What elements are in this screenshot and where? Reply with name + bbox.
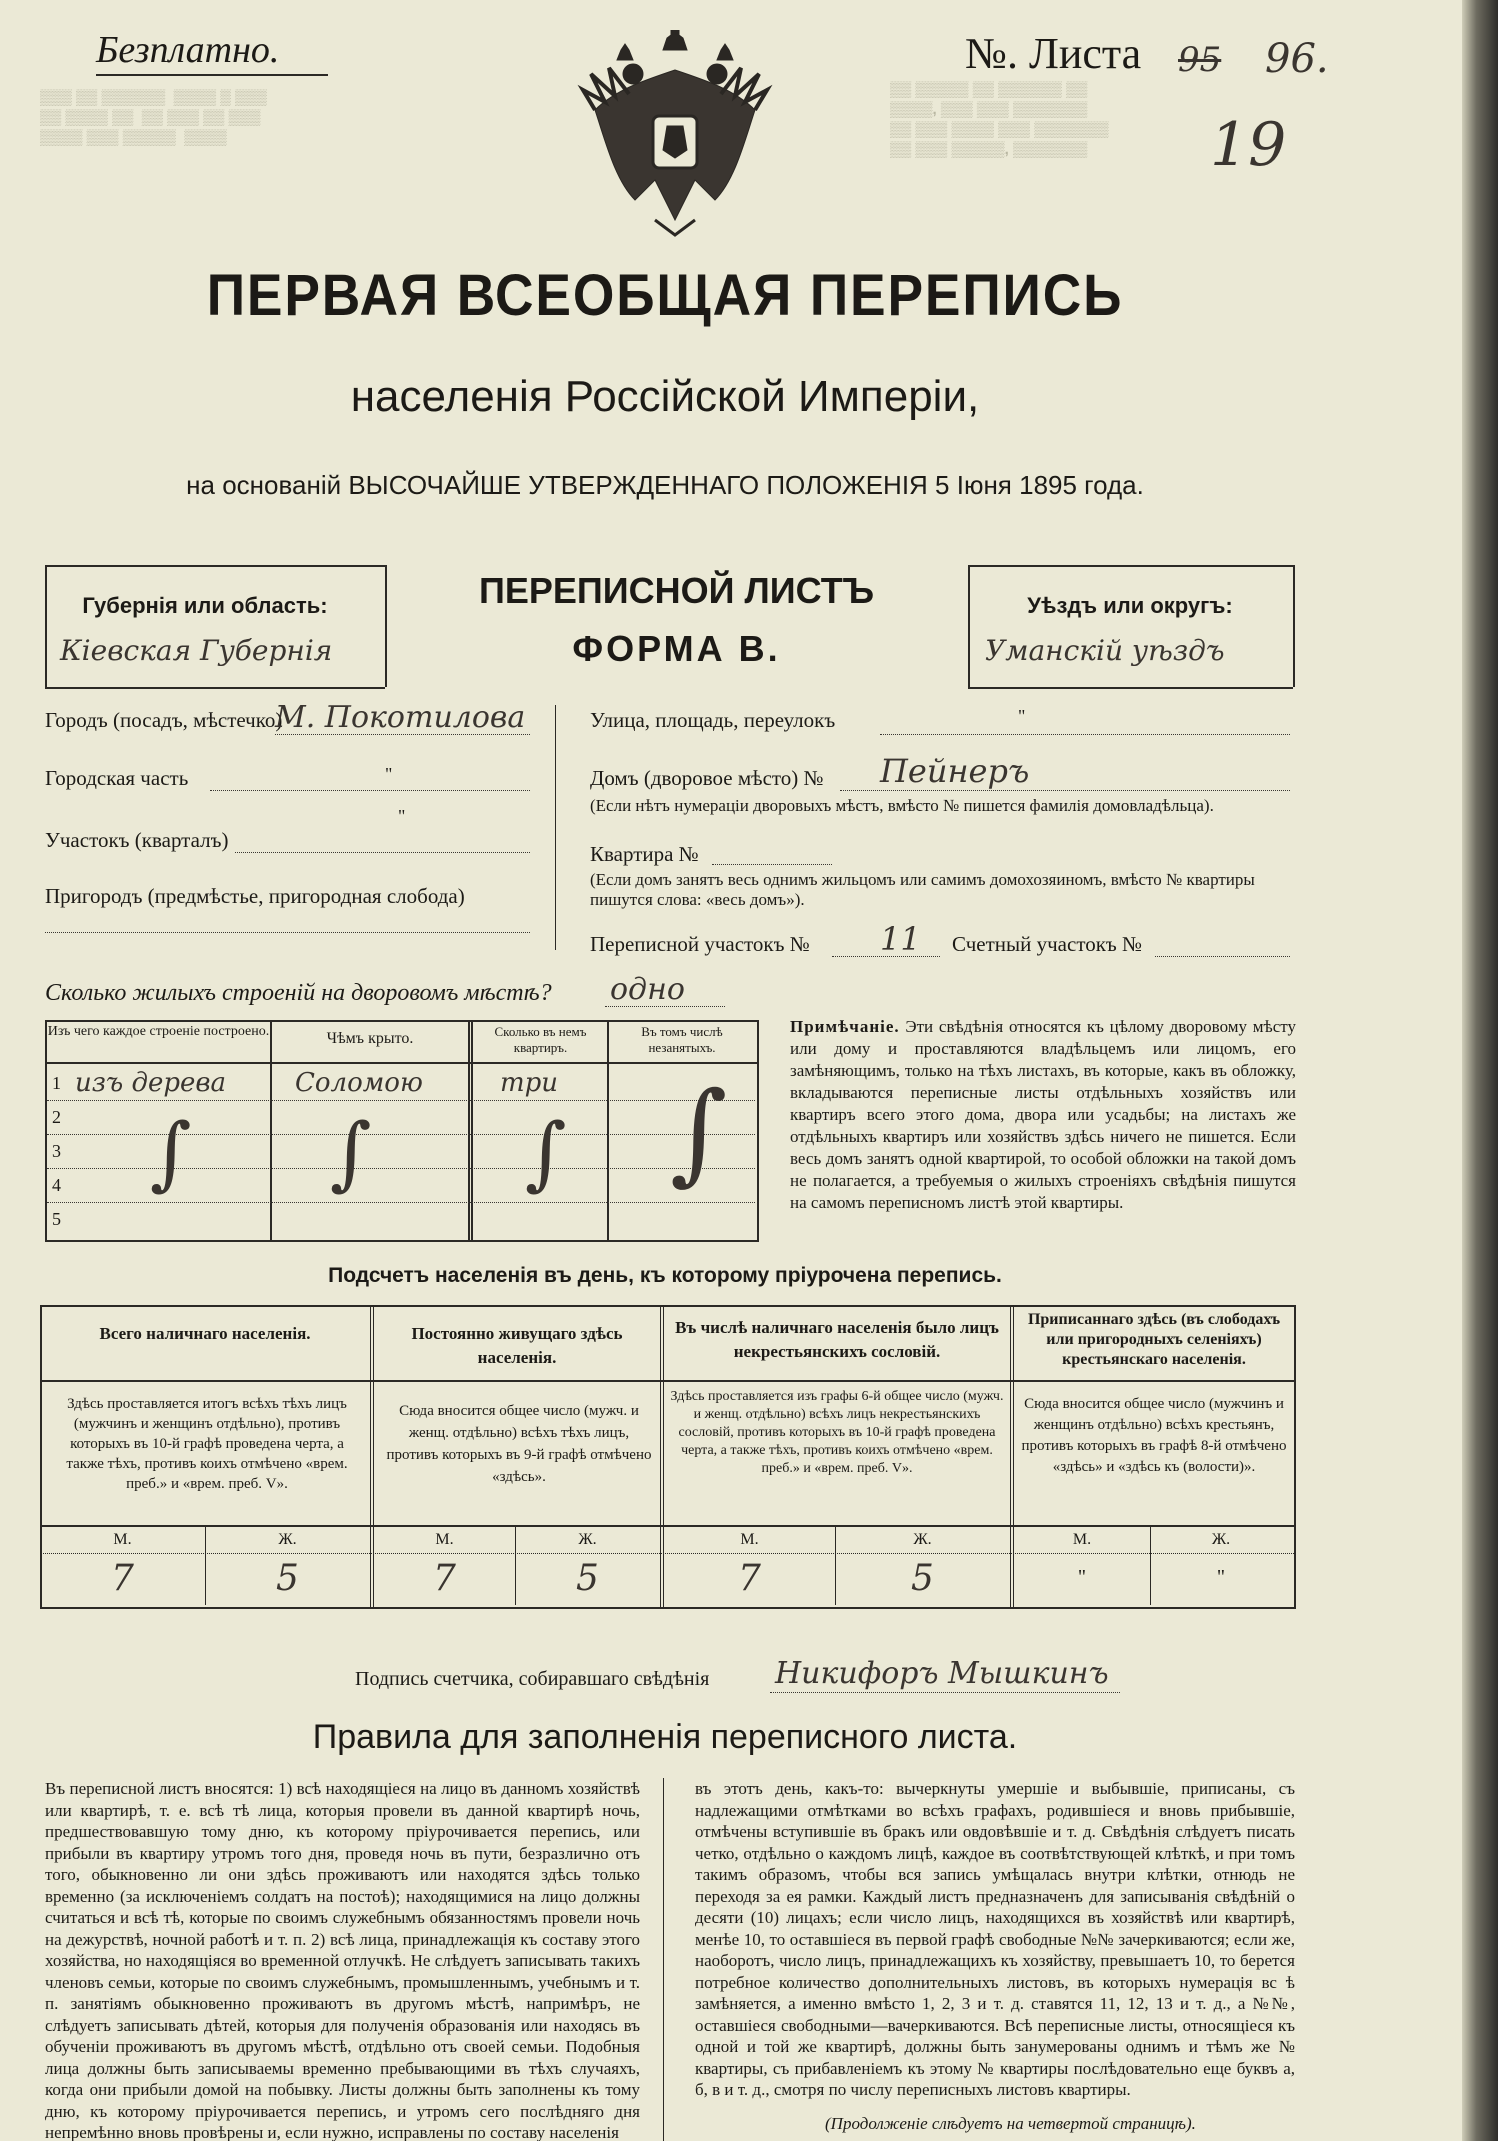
- house-line: [840, 790, 1290, 791]
- count-desc-line: [40, 1525, 1296, 1527]
- count-peasant-f: ": [1216, 1566, 1226, 1588]
- ditto-mark: ∫: [330, 1106, 372, 1199]
- count-head-nonpeasant: Въ числѣ наличнаго населенія было лицъ некрестьянскихъ сословій.: [675, 1318, 999, 1361]
- count-permanent-f: 5: [576, 1558, 599, 1599]
- city-part-label: Городская часть: [45, 766, 189, 790]
- row1-apartments: три: [500, 1068, 559, 1098]
- row-number: 1: [52, 1073, 61, 1093]
- street-line: [880, 734, 1290, 735]
- buildings-col-sep: [270, 1020, 272, 1242]
- count-head-total: Всего наличнаго населенія.: [99, 1324, 311, 1343]
- rules-continued: (Продолженіе слѣдуетъ на четвертой страницѣ).: [825, 2114, 1196, 2133]
- main-title: ПЕРВАЯ ВСЕОБЩАЯ ПЕРЕПИСЬ: [206, 263, 1124, 328]
- ditto-mark: ∫: [670, 1068, 728, 1196]
- sheet-number-value: 96.: [1265, 36, 1329, 82]
- count-col-sep: [1010, 1305, 1014, 1609]
- city-label: Городъ (посадъ, мѣстечко): [45, 708, 283, 732]
- header-box-bottom-right: [968, 687, 1293, 689]
- row-line: [47, 1100, 755, 1101]
- form-title: ПЕРЕПИСНОЙ ЛИСТЪ: [478, 570, 875, 611]
- count-head-permanent: Постоянно живущаго здѣсь населенія.: [411, 1324, 623, 1367]
- row1-material: изъ дерева: [75, 1068, 227, 1098]
- district-label: Участокъ (кварталъ): [45, 828, 229, 852]
- row-number: 3: [52, 1141, 61, 1161]
- city-line: [275, 734, 530, 735]
- guberniya-label: Губернія или область:: [82, 593, 328, 618]
- count-area-label: Счетный участокъ №: [952, 932, 1143, 956]
- count-total-f: 5: [276, 1558, 299, 1599]
- bleed-through-text: ▒▒▒ ▒▒ ▒▒▒▒▒▒ ▒▒▒▒ ▒ ▒▒▒ ▒▒ ▒▒▒▒ ▒▒ ▒▒ ▒▒▒ ▒▒ ▒▒▒ ▒▒▒▒ ▒▒▒ ▒▒▒▒▒ ▒▒▒▒: [40, 89, 267, 146]
- apartment-line: [712, 864, 832, 865]
- sheet-number-struck: 95: [1178, 40, 1222, 80]
- count-m-label: М.: [1072, 1531, 1092, 1548]
- count-desc-peasant: Сюда вносится общее число (мужчинъ и женщинъ отдѣльно) всѣхъ крестьянъ, противъ которыхъ въ графѣ 8-й отмѣчено «здѣсь» и «здѣсь къ (волости)».: [1021, 1396, 1287, 1475]
- house-note: (Если нѣтъ нумераціи дворовыхъ мѣстъ, вмѣсто № пишется фамилія домовладѣльца).: [590, 796, 1214, 815]
- count-f-label: Ж.: [1211, 1531, 1231, 1548]
- note-label: Примѣчаніе.: [790, 1017, 900, 1036]
- count-desc-total: Здѣсь проставляется итогъ всѣхъ тѣхъ лицъ (мужчинъ и женщинъ отдѣльно), противъ которыхъ въ 10-й графѣ проведена черта, а также тѣхъ, противъ коихъ отмѣчено «врем. преб.» и «врем. преб. V».: [66, 1396, 348, 1492]
- house-value: Пейнеръ: [880, 752, 1030, 790]
- ditto-mark: ∫: [525, 1106, 567, 1199]
- address-divider: [555, 705, 556, 950]
- city-part-value: ": [385, 764, 393, 784]
- buildings-header-line: [45, 1062, 759, 1064]
- count-m-label: М.: [113, 1531, 132, 1548]
- city-part-line: [210, 790, 530, 791]
- note-text: Эти свѣдѣнія относятся къ цѣлому дворовому мѣсту или дому и проставляются владѣльцемъ или лицомъ, его замѣняющимъ, только на тѣхъ листахъ, въ которые, какъ въ обложку, вкладываются переписные листы отдѣльныхъ хозяйствъ или квартиръ всего этого дома, двора или усадьбы; на листахъ же отдѣльныхъ квартиръ или хозяйствъ здѣсь ничего не пишется. Если весь домъ занятъ одной квартирой, то особой обложки на такой домъ не полагается, а требуемыя о жилыхъ строеніяхъ свѣдѣнія пишутся на самомъ переписномъ листѣ этой квартиры.: [790, 1017, 1296, 1212]
- count-f-label: Ж.: [913, 1531, 932, 1548]
- district-value: ": [398, 806, 406, 826]
- header-box-divider-right: [968, 565, 970, 687]
- count-m-label: М.: [740, 1531, 759, 1548]
- rules-divider: [663, 1778, 664, 2141]
- street-label: Улица, площадь, переулокъ: [590, 708, 836, 732]
- count-m-label: М.: [435, 1531, 454, 1548]
- count-nonpeasant-f: 5: [911, 1558, 934, 1599]
- buildings-answer: одно: [610, 972, 685, 1007]
- ditto-mark: ∫: [150, 1106, 192, 1199]
- uezd-value: Уманскій уѣздъ: [985, 634, 1225, 667]
- count-head-peasant: Приписаннаго здѣсь (въ слободахъ или пригородныхъ селеніяхъ) крестьянскаго населенія.: [1027, 1311, 1281, 1368]
- row-numbers: [52, 1066, 61, 1236]
- signature-label: Подпись счетчика, собиравшаго свѣдѣнія: [355, 1668, 710, 1690]
- bleed-through-text: ▒▒ ▒▒▒▒▒ ▒▒ ▒▒▒▒▒▒ ▒▒ ▒▒▒▒, ▒▒▒ ▒▒▒ ▒▒▒▒▒▒▒ ▒▒ ▒▒▒ ▒▒▒▒ ▒▒▒ ▒▒▒▒▒▒▒ ▒▒ ▒▒▒ ▒▒▒▒▒, ▒▒▒▒▒▒▒: [890, 81, 1109, 158]
- free-label-underline: [96, 74, 328, 76]
- count-desc-permanent: Сюда вносится общее число (мужч. и женщ. отдѣльно) всѣхъ тѣхъ лицъ, противъ которыхъ въ 9-й графѣ отмѣчено «здѣсь».: [386, 1403, 652, 1485]
- sheet-number-extra: 19: [1210, 110, 1287, 180]
- census-area-value: 11: [880, 920, 921, 958]
- census-area-label: Переписной участокъ №: [590, 932, 810, 956]
- header-box-right-edge: [1293, 565, 1295, 687]
- col-roof: Чѣмъ крыто.: [326, 1030, 414, 1047]
- rules-left-column: Въ переписной листъ вносятся: 1) всѣ находящіеся на лицо въ данномъ хозяйствѣ или квартирѣ, т. е. всѣ тѣ лица, которыя провели въ данной квартирѣ ночь, предшествовавшую тому дню, къ которому пріурочивается перепись, или прибыли въ квартиру утромъ того дня, проведя ночь въ пути, безразлично отъ того, обыкновенно ли они здѣсь проживаютъ или находятся здѣсь только временно (за исключеніемъ солдатъ на постоѣ); находящимися на лицо должны считаться и всѣ тѣ, которые по своимъ служебнымъ обязанностямъ провели ночь на дежурствѣ, ночной работѣ и т. п. 2) всѣ лица, принадлежащія къ составу этого хозяйства, но находящіяся во временной отлучкѣ. Не слѣдуетъ записывать такихъ членовъ семьи, которые по своимъ служебнымъ, промышленнымъ, учебнымъ и т. п. занятіямъ обыкновенно проживаютъ въ другомъ мѣстѣ, напримѣръ, не слѣдуетъ записывать дѣтей, которыя для полученія образованія или находясь въ обученіи проживаютъ въ другомъ мѣстѣ, отдѣльно отъ своей семьи. Подобныя лица должны быть записываемы временно пребывающими въ тѣхъ случаяхъ, когда они прибыли домой на побывку. Листы должны быть заполнены къ тому дню, къ которому пріурочивается перепись, и утромъ сего послѣдняго дня непремѣнно вновь провѣрены и, если нужно, исправлены по составу населенія: [45, 1779, 640, 2141]
- district-line: [235, 852, 530, 853]
- count-total-m: 7: [111, 1558, 134, 1599]
- apartment-label: Квартира №: [590, 842, 699, 866]
- col-apartments: Сколько въ немъ квартиръ.: [494, 1024, 587, 1055]
- count-permanent-m: 7: [433, 1558, 456, 1599]
- rules-title: Правила для заполненія переписного листа.: [312, 1718, 1018, 1756]
- free-label: Безплатно.: [96, 29, 280, 71]
- subtitle: населенія Россійской Имперіи,: [350, 372, 980, 421]
- page-edge-shadow: [1462, 0, 1498, 2141]
- signature-value: Никифоръ Мышкинъ: [775, 1656, 1109, 1691]
- header-box-left-edge: [45, 565, 47, 687]
- count-desc-nonpeasant: Здѣсь проставляется изъ графы 6-й общее число (мужч. и женщ. отдѣльно) всѣхъ лицъ некрестьянскихъ сословій, противъ которыхъ въ 10-й графѣ проведена черта, а также тѣхъ, противъ коихъ отмѣчено «врем. преб.» и «врем. преб. V».: [670, 1389, 1004, 1476]
- basis-line: на основаній ВЫСОЧАЙШЕ УТВЕРЖДЕННАГО ПОЛОЖЕНІЯ 5 Іюня 1895 года.: [186, 470, 1144, 500]
- count-mf-line: [40, 1553, 1296, 1554]
- guberniya-value: Кіевская Губернія: [60, 634, 333, 667]
- row-number: 5: [52, 1209, 61, 1229]
- header-box-top-right: [968, 565, 1293, 567]
- city-value: М. Покотилова: [275, 700, 526, 735]
- count-peasant-m: ": [1077, 1566, 1087, 1588]
- row-number: 2: [52, 1107, 61, 1127]
- header-box-bottom-left: [45, 687, 385, 689]
- rules-right-column: въ этотъ день, какъ-то: вычеркнуты умершіе и выбывшіе, приписаны, съ надлежащими отмѣтками во всѣхъ графахъ, родившіеся и вновь прибывшіе, отмѣчены вступившіе въ бракъ или овдовѣвшіе и т. д. Свѣдѣнія слѣдуетъ писать четко, отдѣльно о каждомъ лицѣ, каждое въ соотвѣтствующей клѣткѣ, и при томъ такимъ образомъ, чтобы вся запись умѣщалась внутри клѣтки, отнюдь не переходя за ея рамки. Каждый листъ предназначенъ для записыванія свѣдѣній о десяти (10) лицахъ; если число лицъ, находящихся въ хозяйствѣ или квартирѣ, менѣе 10, то оставшіеся въ первой графѣ свободные №№ зачеркиваются; если же, наоборотъ, число лицъ, принадлежащихъ къ хозяйству, превышаетъ 10, то берется потребное количество дополнительныхъ листовъ, въ которыхъ нумерація вс ѣ замѣняется, а именно вмѣсто 1, 2, 3 и т. д. ставятся 11, 12, 13 и т. д., а №№, оставшіеся свободными—вачеркиваются. Всѣ переписные листы, относящіеся къ одной и той же квартирѣ, должны быть занумерованы однимъ и тѣмъ же № квартиры, съ прибавленіемъ къ этому № квартиры послѣдовательно еще буквъ а, б, в и т. д., смотря по числу переписныхъ листовъ квартиры.: [695, 1779, 1295, 2099]
- suburb-label: Пригородъ (предмѣстье, пригородная слобода): [45, 884, 465, 908]
- count-nonpeasant-m: 7: [738, 1558, 761, 1599]
- row-number: 4: [52, 1175, 61, 1195]
- street-value: ": [1018, 706, 1026, 726]
- row1-roof: Соломою: [295, 1068, 423, 1098]
- buildings-answer-line: [605, 1006, 725, 1007]
- buildings-question: Сколько жилыхъ строеній на дворовомъ мѣстѣ?: [45, 980, 552, 1006]
- count-f-label: Ж.: [578, 1531, 597, 1548]
- note-block: [790, 1016, 1296, 1214]
- imperial-eagle-emblem: [575, 30, 775, 240]
- house-label: Домъ (дворовое мѣсто) №: [590, 766, 824, 790]
- count-head-line: [40, 1380, 1296, 1382]
- sheet-number-label: №. Листа: [965, 29, 1142, 78]
- col-material: Изъ чего каждое строеніе построено.: [47, 1024, 270, 1039]
- apartment-note: (Если домъ занятъ весь однимъ жильцомъ или самимъ домохозяиномъ, вмѣсто № квартиры пишутся слова: «весь домъ»).: [590, 870, 1255, 909]
- suburb-line: [45, 932, 530, 933]
- uezd-label: Уѣздъ или округъ:: [1027, 593, 1233, 618]
- buildings-col-sep: [468, 1020, 473, 1242]
- count-title: Подсчетъ населенія въ день, къ которому пріурочена перепись.: [328, 1264, 1002, 1287]
- header-box-top-left: [45, 565, 385, 567]
- signature-line: [770, 1692, 1120, 1693]
- count-area-line: [1155, 956, 1290, 957]
- col-vacant: Въ томъ числѣ незанятыхъ.: [641, 1024, 723, 1055]
- census-area-line: [832, 956, 940, 957]
- row-line: [47, 1202, 755, 1203]
- count-f-label: Ж.: [278, 1531, 297, 1548]
- form-name: ФОРМА В.: [572, 628, 781, 669]
